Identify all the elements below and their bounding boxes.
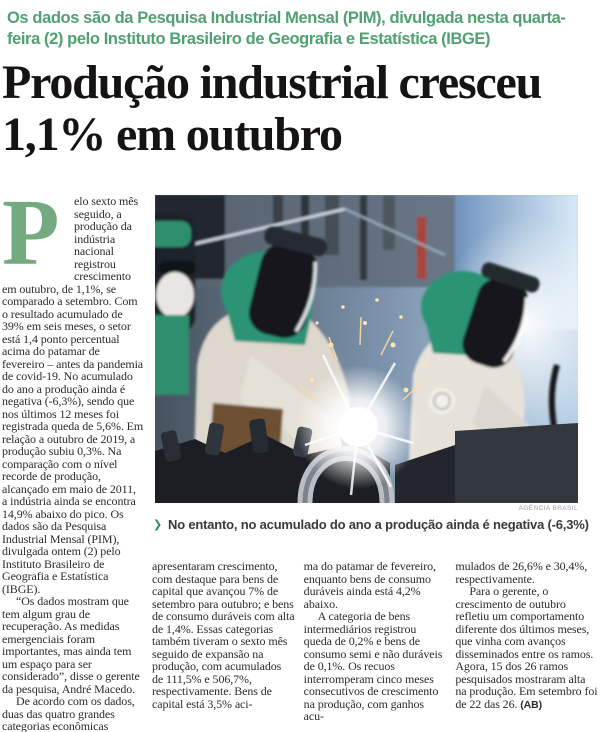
photo-caption	[153, 517, 598, 534]
paragraph-categories: De acordo com os dados, duas das quatro grandes categorias econômicas	[2, 694, 135, 732]
kicker: Os dados são da Pesquisa Industrial Mensal (PIM), divulgada nesta quarta-feira (2) pelo Instituto Brasileiro de Geografia e Estatística (IBGE)	[7, 9, 566, 48]
photo-credit: AGÊNCIA BRASIL	[518, 505, 578, 512]
paragraph-lead-text: elo sexto mês seguido, a produção da indústria nacional registrou crescimento em outubro, de 1,1%, se comparado a setembro. Com o resultado acumulado de 39% em seis meses, o setor está 1,4 ponto percentual acima do patamar de fevereiro – antes da pandemia de covid-19. No acumulado do ano a produção ainda é negativa (-6,3%), sendo que nos últimos 12 meses foi registrada queda de 5,6%. Em relação a outubro de 2019, a produção subiu 0,3%. Na comparação com o nível recorde de produção, alcançado em maio de 2011, a indústria ainda se encontra 14,9% abaixo do pico. Os dados são da Pesquisa Industrial Mensal (PIM), divulgada ontem (2) pelo Instituto Brasileiro de Geografia e Estatística (IBGE).	[2, 194, 144, 596]
caption-arrow-icon: ❯	[153, 519, 163, 531]
paragraph-closing	[455, 585, 598, 711]
lower-columns	[152, 560, 598, 723]
article-column-1	[2, 181, 144, 732]
paragraph-quote: “Os dados mostram que tem algum grau de recuperação. As medidas emergenciais foram importantes, mas ainda tem um espaço para ser considerado”, disse o gerente da pesquisa, André Macedo.	[2, 594, 140, 696]
paragraph-intermediate-goods: A categoria de bens intermediários registrou queda de 0,2% e bens de consumo semi e não duráveis de 0,1%. Os recuos interromperam cinco meses consecutivos de crescimento na produção, com ganhos acu-	[303, 609, 443, 723]
paragraph-closing-text: Para o gerente, o crescimento de outubro refletiu um comportamento diferente dos últimos meses, que vinha com avanços disseminados entre os ramos. Agora, 15 dos 26 ramos pesquisados mostraram alta na produção. Em setembro foi de 22 das 26.	[455, 584, 598, 711]
page-title: Produção industrial cresceu 1,1% em outubro	[2, 56, 542, 161]
article-column-4	[455, 560, 598, 723]
article-photo-figure	[152, 195, 598, 534]
photo-caption-text: No entanto, no acumulado do ano a produção ainda é negativa (-6,3%)	[168, 517, 589, 532]
paragraph-continuation: apresentaram crescimento, com destaque para bens de capital que avançou 7% de setembro para outubro; e bens de consumo duráveis com alta de 1,4%. Essas categorias também tiveram o sexto mês seguido de expansão na produção, com acumulados de 111,5% e 506,7%, respectivamente. Bens de capital está 3,5% aci-	[152, 559, 295, 711]
article-body	[0, 181, 600, 732]
welders-photo	[155, 195, 578, 503]
paragraph-lead	[2, 181, 144, 596]
article-right-zone	[152, 195, 598, 732]
agency-signature: (AB)	[520, 698, 543, 711]
article-column-3	[304, 560, 447, 723]
article-column-2	[152, 560, 295, 723]
paragraph-continuation: ma do patamar de fevereiro, enquanto bens de consumo duráveis ainda está 4,2% abaixo.	[303, 559, 436, 611]
paragraph-continuation: mulados de 26,6% e 30,4%, respectivamente.	[455, 559, 588, 586]
dropcap-letter: P	[2, 181, 60, 285]
